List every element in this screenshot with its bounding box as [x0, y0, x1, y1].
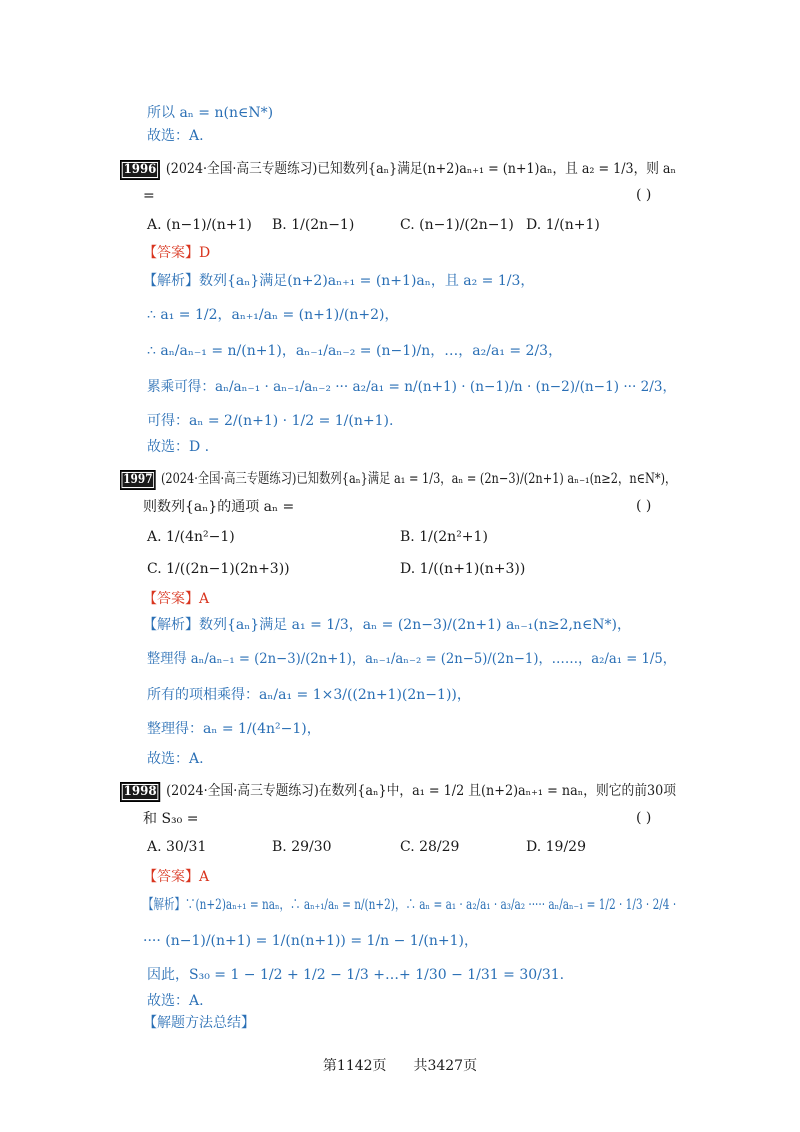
analysis-line-4: 故选：A. [147, 993, 204, 1009]
answer-label: 【答案】 [143, 869, 199, 885]
option-c: C. 28/29 [400, 839, 460, 855]
analysis-line-3: ∴ aₙ/aₙ₋₁ = n/(n+1)，aₙ₋₁/aₙ₋₂ = (n−1)/n，…，a₂/a₁ = 2/3， [147, 343, 563, 359]
analysis-line-3: 因此，S₃₀ = 1 − 1/2 + 1/2 − 1/3 +…+ 1/30 − 1/31 = 30/31. [147, 967, 565, 983]
analysis-line-1 [143, 616, 631, 634]
question-number-badge: 1998 [120, 782, 160, 802]
answer-value: D [199, 245, 211, 261]
answer-label: 【答案】 [143, 245, 199, 261]
answer-line [143, 868, 209, 886]
question-1996-stem-cont: = [143, 188, 155, 204]
analysis-line-2: ···· (n−1)/(n+1) = 1/(n(n+1)) = 1/n − 1/(n+1)， [143, 933, 479, 949]
question-1997-stem-cont: 则数列{aₙ}的通项 aₙ = [143, 499, 295, 515]
question-1997-stem [120, 470, 676, 490]
page-footer [0, 1055, 800, 1075]
option-a: A. (n−1)/(n+1) [147, 217, 252, 233]
answer-value: A [199, 869, 210, 885]
analysis-line-1 [143, 272, 534, 290]
analysis-line-4: 累乘可得：aₙ/aₙ₋₁ · aₙ₋₁/aₙ₋₂ ··· a₂/a₁ = n/(n+1) · (n−1)/n · (n−2)/(n−1) ··· 2/3， [147, 379, 677, 395]
page-number: 第1142页 [322, 1058, 387, 1074]
answer-value: A [199, 591, 210, 607]
question-text: (2024·全国·高三专题练习)已知数列{aₙ}满足 a₁ = 1/3，aₙ = (2n−3)/(2n+1) aₙ₋₁(n≥2，n∈N*)， [160, 471, 677, 487]
analysis-line-5: 可得：aₙ = 2/(n+1) · 1/2 = 1/(n+1). [147, 413, 394, 429]
analysis-line-5: 故选：A. [147, 751, 204, 767]
question-1998-stem-cont: 和 S₃₀ = [143, 811, 199, 827]
answer-label: 【答案】 [143, 591, 199, 607]
question-1996-stem [120, 160, 676, 180]
method-summary-label: 【解题方法总结】 [143, 1015, 255, 1031]
prev-choice: 故选：A. [147, 128, 204, 144]
question-number-badge: 1997 [120, 470, 156, 490]
question-text: (2024·全国·高三专题练习)已知数列{aₙ}满足(n+2)aₙ₊₁ = (n+1)aₙ，且 a₂ = 1/3，则 aₙ [165, 161, 676, 177]
analysis-label: 【解析】 [143, 273, 199, 289]
option-d: D. 1/(n+1) [526, 217, 600, 233]
option-d: D. 19/29 [526, 839, 586, 855]
analysis-text: 数列{aₙ}满足(n+2)aₙ₊₁ = (n+1)aₙ，且 a₂ = 1/3， [199, 273, 535, 289]
answer-line [143, 244, 210, 262]
analysis-line-4: 整理得：aₙ = 1/(4n²−1)， [147, 721, 321, 737]
option-a: A. 1/(4n²−1) [147, 529, 235, 545]
analysis-label: 【解析】 [143, 617, 199, 633]
question-text: (2024·全国·高三专题练习)在数列{aₙ}中，a₁ = 1/2 且(n+2)aₙ₊₁ = naₙ，则它的前30项 [166, 783, 677, 799]
analysis-text: ∵(n+2)aₙ₊₁ = naₙ，∴ aₙ₊₁/aₙ = n/(n+2)，∴ aₙ = a₁ · a₂/a₁ · a₃/a₂ ····· aₙ/aₙ₋₁ = 1/2 · 1/3 · 2/4 · [185, 897, 677, 913]
option-d: D. 1/((n+1)(n+3)) [400, 561, 526, 577]
option-c: C. (n−1)/(2n−1) [400, 217, 514, 233]
option-b: B. 1/(2n²+1) [400, 529, 488, 545]
question-number-badge: 1996 [120, 160, 160, 180]
question-1998-stem [120, 782, 676, 802]
answer-blank: ( ) [636, 810, 652, 826]
analysis-line-6: 故选：D . [147, 439, 210, 455]
total-pages: 共3427页 [413, 1058, 478, 1074]
analysis-line-3: 所有的项相乘得：aₙ/a₁ = 1×3/((2n+1)(2n−1))， [147, 687, 471, 703]
answer-blank: ( ) [636, 187, 652, 203]
analysis-line-2: 整理得 aₙ/aₙ₋₁ = (2n−3)/(2n+1)，aₙ₋₁/aₙ₋₂ = (2n−5)/(2n−1)，……，a₂/a₁ = 1/5， [147, 651, 676, 667]
option-b: B. 1/(2n−1) [272, 217, 355, 233]
prev-conclusion: 所以 aₙ = n(n∈N*) [147, 105, 274, 121]
analysis-label: 【解析】 [143, 897, 185, 913]
answer-line [143, 590, 209, 608]
analysis-line-1 [143, 896, 676, 914]
analysis-line-2: ∴ a₁ = 1/2，aₙ₊₁/aₙ = (n+1)/(n+2)， [147, 307, 399, 323]
answer-blank: ( ) [636, 498, 652, 514]
option-a: A. 30/31 [147, 839, 207, 855]
option-c: C. 1/((2n−1)(2n+3)) [147, 561, 290, 577]
analysis-text: 数列{aₙ}满足 a₁ = 1/3，aₙ = (2n−3)/(2n+1) aₙ₋₁(n≥2,n∈N*)， [199, 617, 632, 633]
option-b: B. 29/30 [272, 839, 332, 855]
